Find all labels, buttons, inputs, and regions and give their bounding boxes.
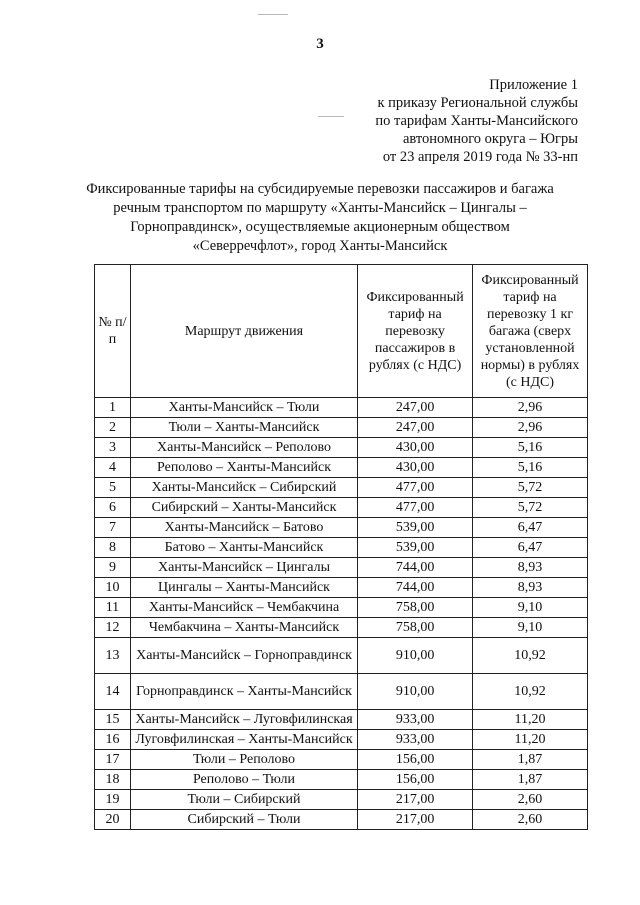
scan-artifact <box>258 14 288 15</box>
scan-artifact <box>318 116 344 117</box>
cell-number: 1 <box>95 398 131 418</box>
appendix-line: по тарифам Ханты-Мансийского <box>375 113 578 129</box>
cell-passenger-tariff: 910,00 <box>358 638 473 674</box>
cell-route: Сибирский – Ханты-Мансийск <box>130 498 357 518</box>
cell-passenger-tariff: 539,00 <box>358 518 473 538</box>
cell-route: Луговфилинская – Ханты-Мансийск <box>130 730 357 750</box>
cell-route: Ханты-Мансийск – Цингалы <box>130 558 357 578</box>
cell-baggage-tariff: 8,93 <box>473 558 588 578</box>
table-row <box>95 398 588 418</box>
cell-number: 19 <box>95 790 131 810</box>
cell-number: 9 <box>95 558 131 578</box>
cell-number: 11 <box>95 598 131 618</box>
appendix-line: автономного округа – Югры <box>402 131 578 147</box>
cell-route: Ханты-Мансийск – Луговфилинская <box>130 710 357 730</box>
cell-baggage-tariff: 2,96 <box>473 418 588 438</box>
cell-route: Реполово – Ханты-Мансийск <box>130 458 357 478</box>
cell-passenger-tariff: 539,00 <box>358 538 473 558</box>
table-row <box>95 518 588 538</box>
title-line: Горноправдинск», осуществляемые акционерным обществом <box>130 219 510 235</box>
cell-baggage-tariff: 9,10 <box>473 618 588 638</box>
cell-passenger-tariff: 247,00 <box>358 418 473 438</box>
cell-number: 5 <box>95 478 131 498</box>
cell-number: 20 <box>95 810 131 830</box>
table-row <box>95 790 588 810</box>
header-number: № п/п <box>95 265 131 398</box>
cell-route: Сибирский – Тюли <box>130 810 357 830</box>
cell-baggage-tariff: 5,16 <box>473 438 588 458</box>
page-number: 3 <box>316 36 324 52</box>
cell-passenger-tariff: 156,00 <box>358 770 473 790</box>
cell-route: Цингалы – Ханты-Мансийск <box>130 578 357 598</box>
cell-number: 8 <box>95 538 131 558</box>
title-line: Фиксированные тарифы на субсидируемые перевозки пассажиров и багажа <box>86 181 554 197</box>
cell-passenger-tariff: 744,00 <box>358 558 473 578</box>
cell-passenger-tariff: 217,00 <box>358 810 473 830</box>
cell-passenger-tariff: 430,00 <box>358 458 473 478</box>
cell-number: 13 <box>95 638 131 674</box>
cell-route: Горноправдинск – Ханты-Мансийск <box>130 674 357 710</box>
cell-baggage-tariff: 6,47 <box>473 518 588 538</box>
table-row <box>95 770 588 790</box>
cell-route: Ханты-Мансийск – Тюли <box>130 398 357 418</box>
cell-route: Ханты-Мансийск – Горноправдинск <box>130 638 357 674</box>
cell-passenger-tariff: 156,00 <box>358 750 473 770</box>
cell-number: 4 <box>95 458 131 478</box>
cell-baggage-tariff: 2,96 <box>473 398 588 418</box>
title-line: «Северречфлот», город Ханты-Мансийск <box>192 238 448 254</box>
cell-passenger-tariff: 910,00 <box>358 674 473 710</box>
cell-passenger-tariff: 758,00 <box>358 598 473 618</box>
cell-baggage-tariff: 5,16 <box>473 458 588 478</box>
table-row <box>95 478 588 498</box>
table-header-row <box>95 265 588 398</box>
cell-route: Чембакчина – Ханты-Мансийск <box>130 618 357 638</box>
table-row <box>95 638 588 674</box>
header-passenger-tariff: Фиксированный тариф на перевозку пассажиров в рублях (с НДС) <box>358 265 473 398</box>
cell-baggage-tariff: 8,93 <box>473 578 588 598</box>
cell-passenger-tariff: 477,00 <box>358 478 473 498</box>
table-row <box>95 618 588 638</box>
table-row <box>95 730 588 750</box>
cell-passenger-tariff: 744,00 <box>358 578 473 598</box>
cell-baggage-tariff: 1,87 <box>473 770 588 790</box>
cell-route: Ханты-Мансийск – Сибирский <box>130 478 357 498</box>
table-row <box>95 578 588 598</box>
cell-baggage-tariff: 10,92 <box>473 638 588 674</box>
table-row <box>95 710 588 730</box>
table-row <box>95 674 588 710</box>
cell-number: 12 <box>95 618 131 638</box>
header-baggage-tariff: Фиксированный тариф на перевозку 1 кг багажа (сверх установленной нормы) в рублях (с НДС) <box>473 265 588 398</box>
header-route: Маршрут движения <box>130 265 357 398</box>
cell-passenger-tariff: 933,00 <box>358 710 473 730</box>
title-line: речным транспортом по маршруту «Ханты-Мансийск – Цингалы – <box>113 200 527 216</box>
cell-route: Ханты-Мансийск – Реполово <box>130 438 357 458</box>
appendix-line: от 23 апреля 2019 года № 33-нп <box>382 149 578 165</box>
table-row <box>95 418 588 438</box>
cell-number: 3 <box>95 438 131 458</box>
cell-baggage-tariff: 9,10 <box>473 598 588 618</box>
cell-route: Тюли – Реполово <box>130 750 357 770</box>
cell-baggage-tariff: 11,20 <box>473 710 588 730</box>
cell-route: Тюли – Сибирский <box>130 790 357 810</box>
table-row <box>95 598 588 618</box>
cell-baggage-tariff: 5,72 <box>473 498 588 518</box>
appendix-line: Приложение 1 <box>489 77 578 93</box>
cell-baggage-tariff: 2,60 <box>473 810 588 830</box>
cell-route: Ханты-Мансийск – Батово <box>130 518 357 538</box>
cell-number: 16 <box>95 730 131 750</box>
cell-number: 6 <box>95 498 131 518</box>
cell-passenger-tariff: 477,00 <box>358 498 473 518</box>
cell-passenger-tariff: 217,00 <box>358 790 473 810</box>
cell-route: Тюли – Ханты-Мансийск <box>130 418 357 438</box>
cell-number: 17 <box>95 750 131 770</box>
cell-route: Ханты-Мансийск – Чембакчина <box>130 598 357 618</box>
cell-number: 2 <box>95 418 131 438</box>
cell-number: 14 <box>95 674 131 710</box>
cell-baggage-tariff: 2,60 <box>473 790 588 810</box>
table-row <box>95 810 588 830</box>
table-row <box>95 438 588 458</box>
cell-baggage-tariff: 11,20 <box>473 730 588 750</box>
cell-number: 10 <box>95 578 131 598</box>
cell-passenger-tariff: 933,00 <box>358 730 473 750</box>
table-row <box>95 558 588 578</box>
cell-baggage-tariff: 6,47 <box>473 538 588 558</box>
table-row <box>95 458 588 478</box>
table-row <box>95 750 588 770</box>
document-title <box>70 180 570 256</box>
appendix-header <box>375 76 578 166</box>
cell-passenger-tariff: 430,00 <box>358 438 473 458</box>
table-row <box>95 498 588 518</box>
cell-number: 15 <box>95 710 131 730</box>
tariff-table <box>94 264 588 830</box>
cell-number: 18 <box>95 770 131 790</box>
appendix-line: к приказу Региональной службы <box>377 95 578 111</box>
cell-route: Реполово – Тюли <box>130 770 357 790</box>
cell-baggage-tariff: 5,72 <box>473 478 588 498</box>
cell-number: 7 <box>95 518 131 538</box>
cell-route: Батово – Ханты-Мансийск <box>130 538 357 558</box>
cell-baggage-tariff: 1,87 <box>473 750 588 770</box>
cell-baggage-tariff: 10,92 <box>473 674 588 710</box>
table-row <box>95 538 588 558</box>
cell-passenger-tariff: 247,00 <box>358 398 473 418</box>
cell-passenger-tariff: 758,00 <box>358 618 473 638</box>
